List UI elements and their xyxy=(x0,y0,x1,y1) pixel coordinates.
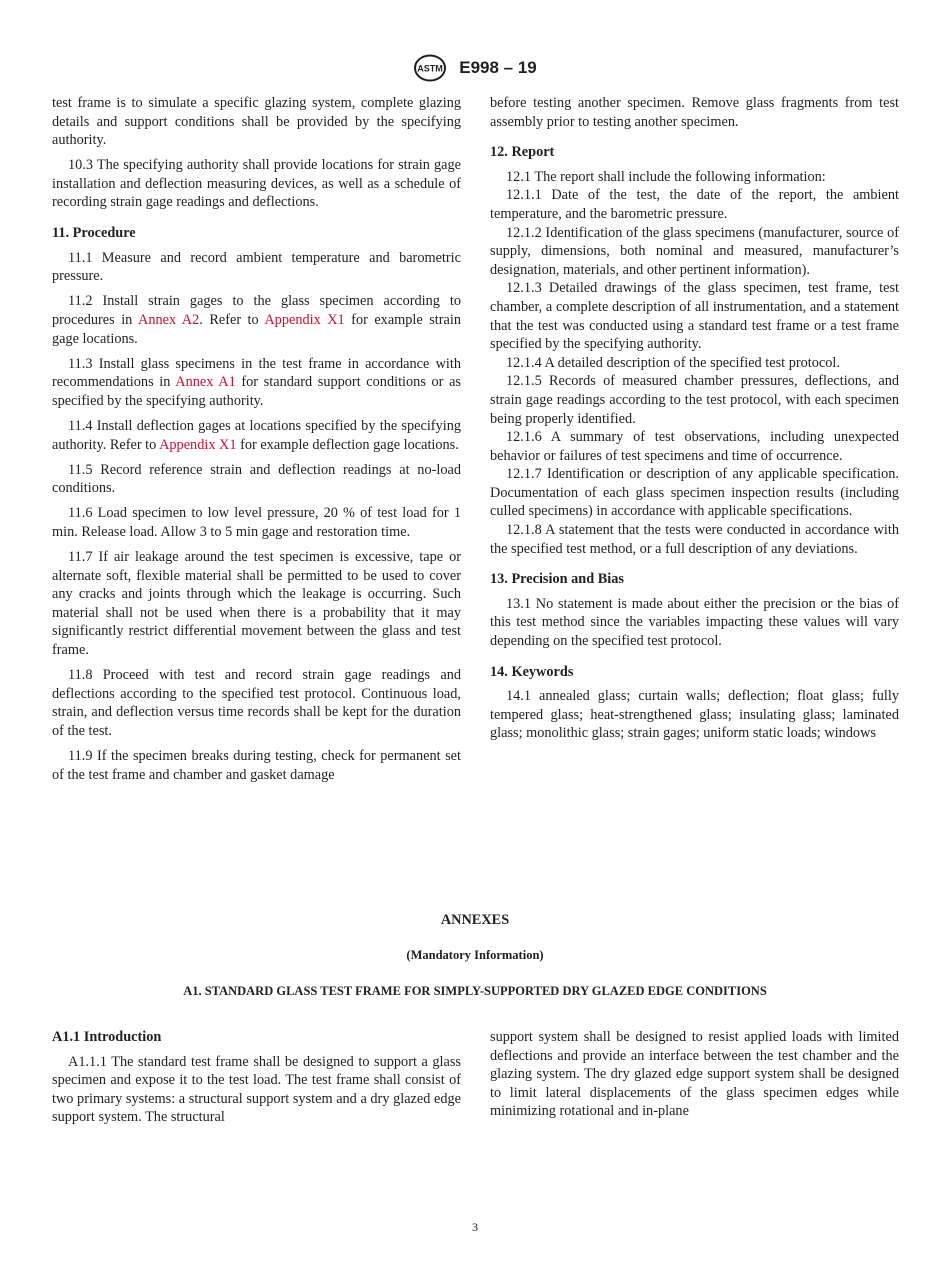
annex-a1-link[interactable]: Annex A1 xyxy=(175,374,236,391)
text: for example strain gage locations. xyxy=(52,311,461,347)
paragraph-12-1: 12.1 The report shall include the following information: xyxy=(506,168,826,185)
right-column xyxy=(490,94,899,750)
paragraph-12-1-6: 12.1.6 A summary of test observations, including unexpected behavior or failures of test specimens and time of occurrence. xyxy=(490,429,899,464)
paragraph-11-7: 11.7 If air leakage around the test specimen is excessive, tape or alternate soft, flexible material shall be permitted to be used to cover any cracks and joints through which the leakage is occurring. Such material shall not be used when there is a probability that it may significantly restrict differential movement between the glass and test frame. xyxy=(52,548,461,658)
text: 11.4 Install deflection gages at locations specified by the specifying authority. Refer to xyxy=(52,417,461,453)
annex-a2-link[interactable]: Annex A2 xyxy=(138,311,200,328)
appendix-x1-link[interactable]: Appendix X1 xyxy=(159,436,237,453)
section-heading-introduction: A1.1 Introduction xyxy=(52,1029,162,1045)
document-id: E998 – 19 xyxy=(459,58,537,77)
paragraph-13-1: 13.1 No statement is made about either the precision or the bias of this test method since the variables impacting these values will vary depending on the specified test protocol. xyxy=(490,595,899,650)
section-heading-report: 12. Report xyxy=(490,144,555,161)
paragraph-12-1-7: 12.1.7 Identification or description of any applicable specification. Documentation of each glass specimen inspection results (including culled specimens) in accordance with applicable specifications. xyxy=(490,466,899,520)
paragraph-a1-1-1: A1.1.1 The standard test frame shall be designed to support a glass specimen and expose it to the test load. The test frame shall consist of two primary systems: a structural support system and a dry glazed edge support system. The structural xyxy=(52,1053,461,1126)
page-number: 3 xyxy=(472,1220,478,1234)
svg-text:ASTM: ASTM xyxy=(417,63,443,74)
section-heading-precision: 13. Precision and Bias xyxy=(490,571,624,588)
text: for standard support conditions or as specified by the specifying authority. xyxy=(52,374,461,409)
paragraph-continued: support system shall be designed to resist applied loads with limited deflections and provide an interface between the test chamber and the glazing system. The dry glazed edge support system shall be designed to limit lateral displacements of the glass specimen edges while minimizing rotational and in-plane xyxy=(490,1029,899,1120)
paragraph-12-1-4: 12.1.4 A detailed description of the specified test protocol. xyxy=(506,354,840,371)
paragraph-12-1-2: 12.1.2 Identification of the glass specimens (manufacturer, source of supply, dimensions, both nominal and measured, manufacturer’s designation, materials, and other pertinent information). xyxy=(490,224,899,278)
text: . Refer to xyxy=(199,311,265,328)
annex-left-column xyxy=(52,1028,461,1133)
paragraph-12-1-5: 12.1.5 Records of measured chamber pressures, deflections, and strain gage readings according to the test protocol, with each specimen being properly identified. xyxy=(490,373,899,427)
paragraph-11-3 xyxy=(52,355,461,411)
paragraph-11-2 xyxy=(52,292,461,348)
paragraph-11-9: 11.9 If the specimen breaks during testing, check for permanent set of the test frame and chamber and gasket damage xyxy=(52,747,461,783)
paragraph-11-6: 11.6 Load specimen to low level pressure, 20 % of test load for 1 min. Release load. Allow 3 to 5 min gage and restoration time. xyxy=(52,505,461,540)
paragraph-11-5: 11.5 Record reference strain and deflection readings at no-load conditions. xyxy=(52,461,461,497)
astm-logo-icon xyxy=(413,54,447,82)
text: 11.3 Install glass specimens in the test frame in accordance with recommendations in xyxy=(52,355,461,391)
paragraph-14-1: 14.1 annealed glass; curtain walls; deflection; float glass; fully tempered glass; heat-strengthened glass; insulating glass; laminated glass; monolithic glass; strain gages; uniform static loads; windows xyxy=(490,688,899,742)
paragraph-12-1-8: 12.1.8 A statement that the tests were conducted in accordance with the specified test method, or a full description of any deviations. xyxy=(490,522,899,557)
page-header xyxy=(0,54,950,82)
paragraph-11-4 xyxy=(52,417,461,454)
paragraph-continued: test frame is to simulate a specific glazing system, complete glazing details and support conditions shall be provided by the specifying authority. xyxy=(52,95,461,149)
annexes-subtitle: (Mandatory Information) xyxy=(406,948,544,962)
section-heading-procedure: 11. Procedure xyxy=(52,225,136,242)
text: for example deflection gage locations. xyxy=(236,436,459,453)
annexes-title: ANNEXES xyxy=(440,912,510,928)
paragraph-11-8: 11.8 Proceed with test and record strain gage readings and deflections according to the specified test protocol. Continuous load, strain, and deflection versus time records shall be kept for the duration of the test. xyxy=(52,667,461,739)
annex-right-column xyxy=(490,1028,899,1127)
paragraph-10-3: 10.3 The specifying authority shall provide locations for strain gage installation and deflection measuring devices, as well as a schedule of recording strain gage readings and deflections. xyxy=(52,157,461,211)
paragraph-12-1-1: 12.1.1 Date of the test, the date of the report, the ambient temperature, and the barometric pressure. xyxy=(490,187,899,222)
appendix-x1-link[interactable]: Appendix X1 xyxy=(264,311,345,328)
paragraph-11-1: 11.1 Measure and record ambient temperature and barometric pressure. xyxy=(52,249,461,285)
section-heading-keywords: 14. Keywords xyxy=(490,663,574,680)
text: 11.2 Install strain gages to the glass specimen according to procedures in xyxy=(52,293,461,328)
left-column xyxy=(52,94,461,791)
annex-a1-title: A1. STANDARD GLASS TEST FRAME FOR SIMPLY-SUPPORTED DRY GLAZED EDGE CONDITIONS xyxy=(183,984,767,998)
paragraph-12-1-3: 12.1.3 Detailed drawings of the glass specimen, test frame, test chamber, a complete description of all instrumentation, and a statement that the test was conducted using a standard test frame or a test frame specified by the specifying authority. xyxy=(490,280,899,353)
paragraph-continued: before testing another specimen. Remove glass fragments from test assembly prior to testing another specimen. xyxy=(490,95,899,130)
